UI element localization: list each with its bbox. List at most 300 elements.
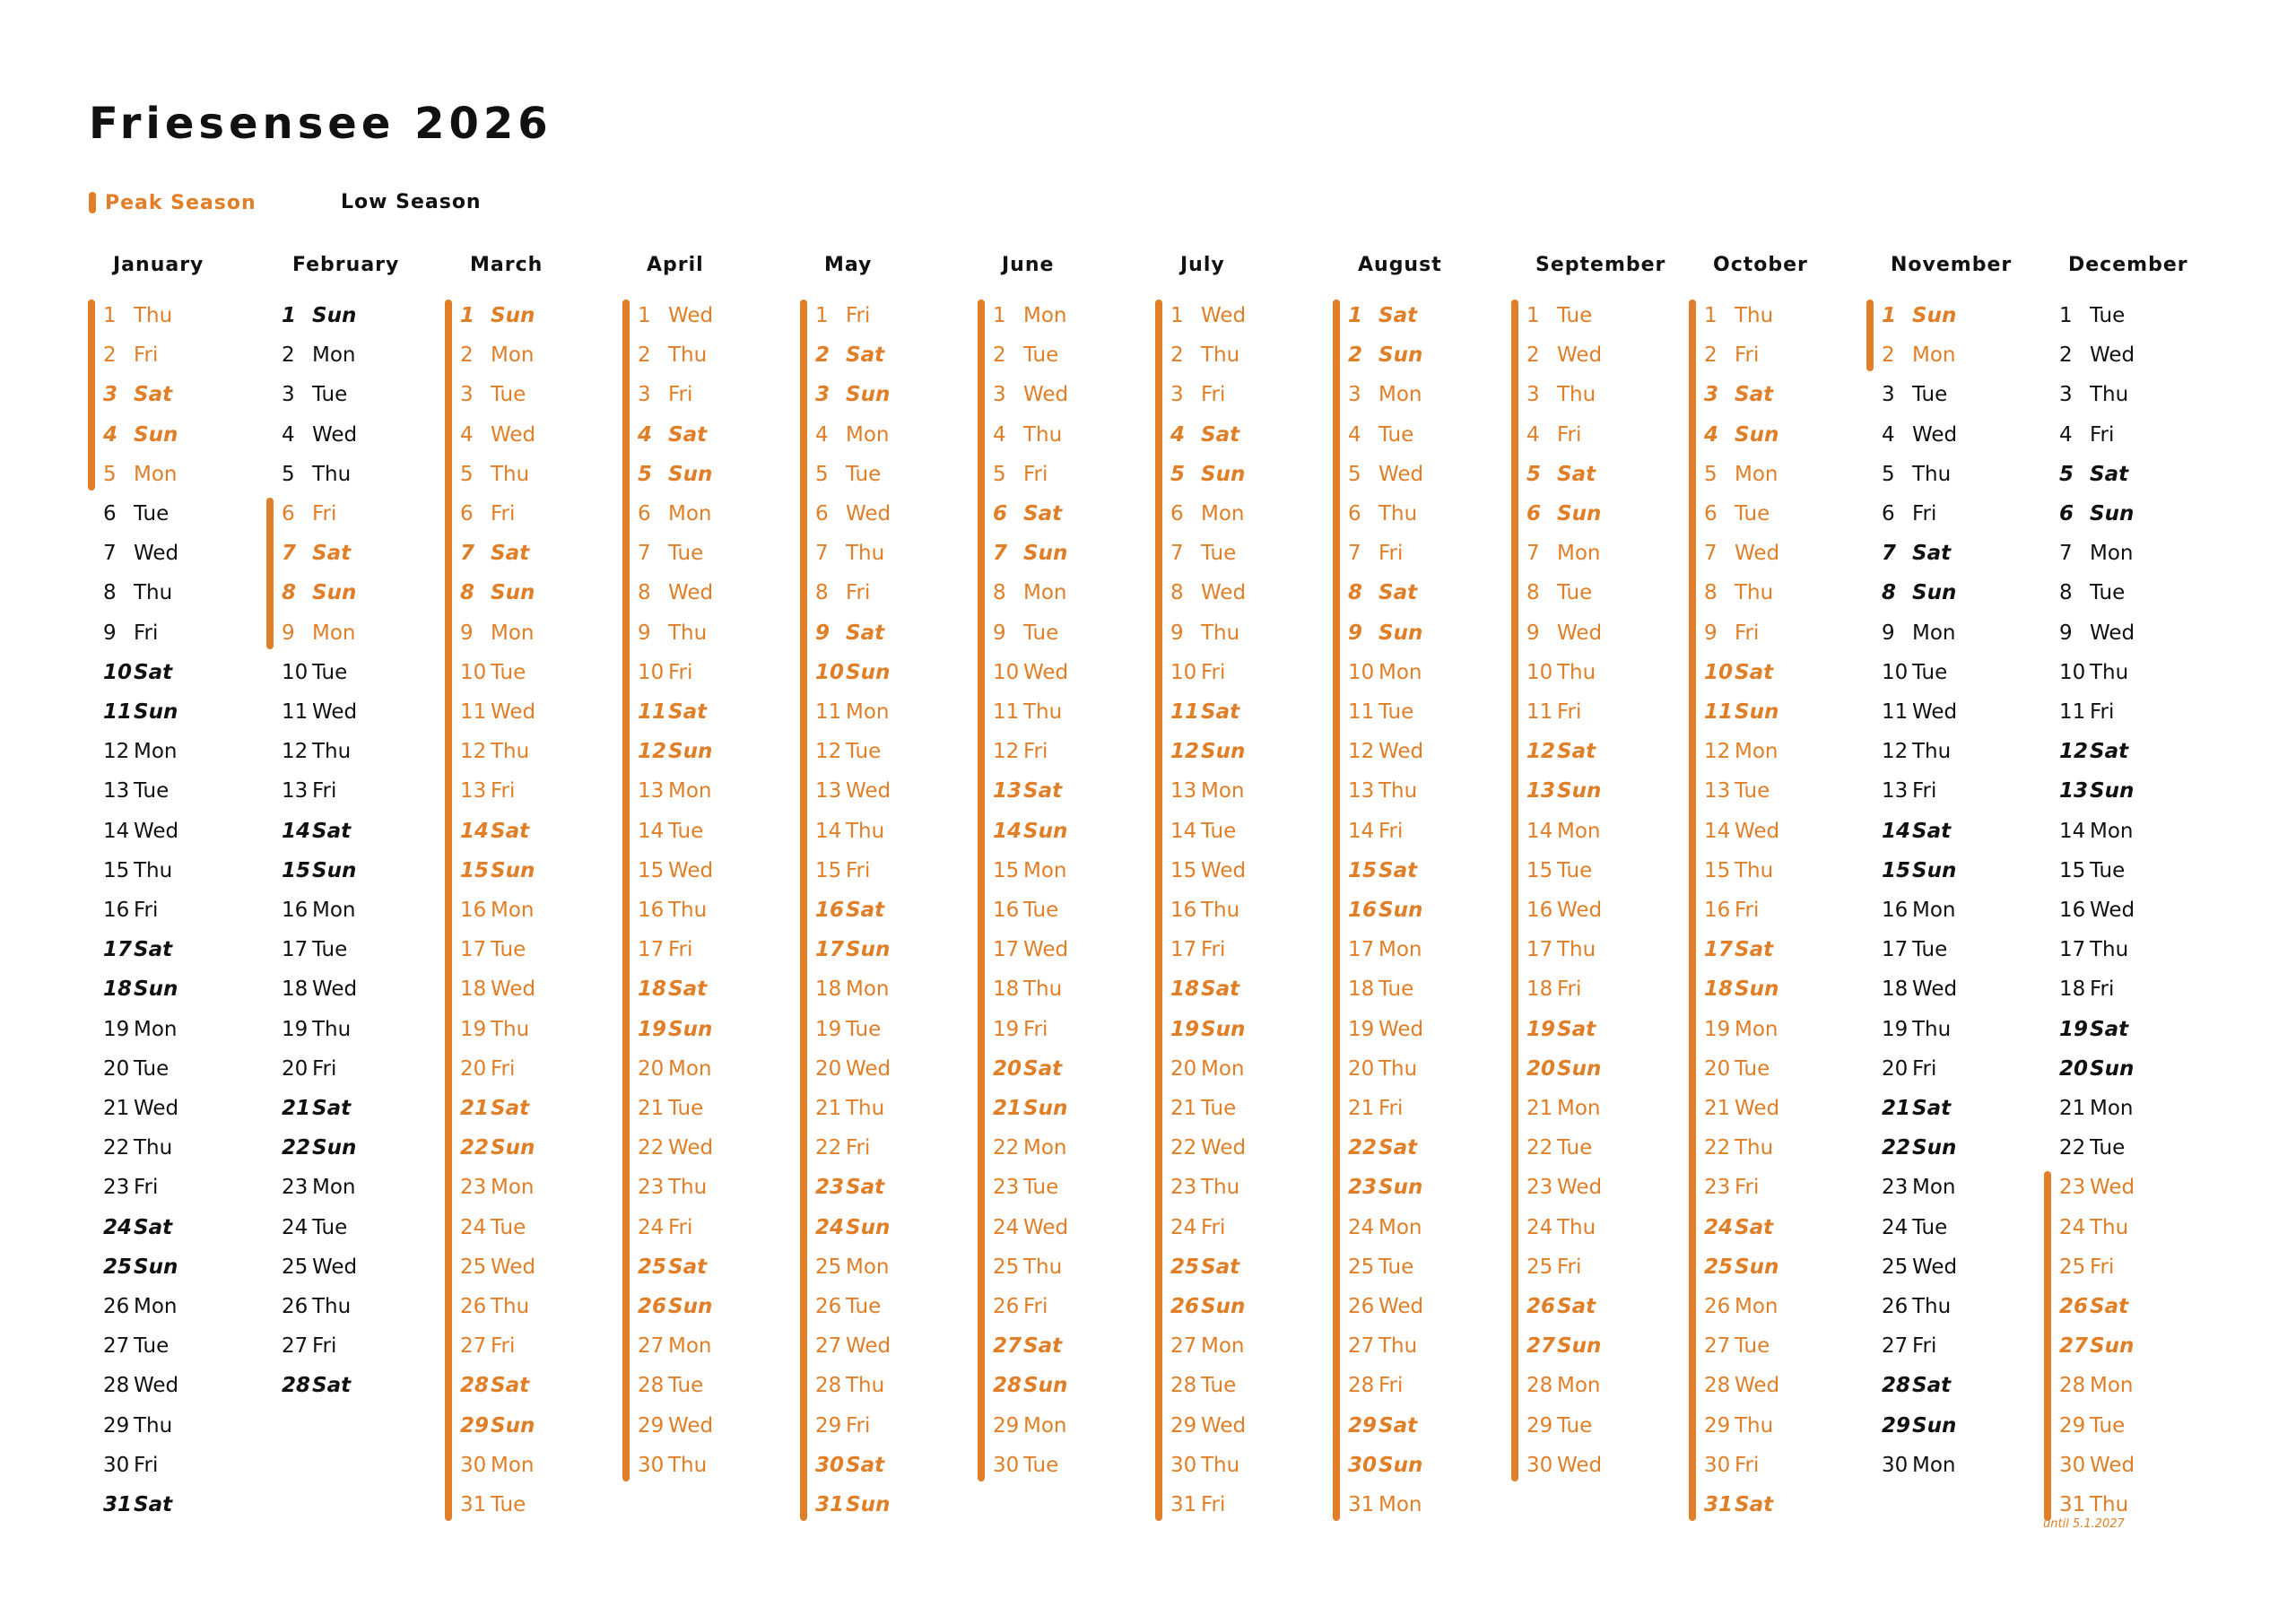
day-entry (638, 339, 707, 371)
day-number: 6 (638, 502, 651, 526)
day-weekday: Sun (2090, 1334, 2135, 1359)
day-weekday: Mon (846, 700, 890, 724)
day-entry (815, 1330, 891, 1362)
day-weekday: Wed (846, 1056, 891, 1081)
day-entry (638, 458, 712, 491)
day-number: 16 (993, 899, 1020, 922)
day-number: 4 (993, 422, 1006, 447)
day-entry (1704, 1053, 1770, 1085)
day-entry (1526, 1092, 1601, 1125)
day-weekday: Mon (668, 1056, 712, 1081)
day-number: 21 (2059, 1097, 2086, 1120)
day-weekday: Sat (491, 1374, 530, 1398)
day-number: 10 (1704, 660, 1734, 684)
day-number: 9 (1348, 621, 1363, 645)
day-entry (1348, 894, 1422, 926)
day-number: 9 (815, 621, 831, 645)
day-number: 30 (2059, 1453, 2086, 1477)
day-entry (638, 775, 712, 807)
day-number: 23 (1704, 1176, 1731, 1200)
day-weekday: Thu (1735, 1413, 1774, 1438)
day-entry (282, 498, 336, 530)
day-entry (815, 617, 884, 649)
day-entry (1882, 498, 1936, 530)
day-number: 26 (1704, 1295, 1731, 1318)
day-weekday: Tue (1557, 858, 1593, 882)
day-number: 13 (1348, 779, 1375, 804)
day-entry (1882, 419, 1957, 451)
day-number: 29 (460, 1413, 490, 1438)
day-number: 5 (993, 462, 1006, 486)
day-weekday: Sat (1378, 858, 1418, 882)
day-number: 17 (1882, 938, 1909, 962)
day-weekday: Tue (2090, 1413, 2126, 1438)
day-entry (815, 339, 884, 371)
day-number: 21 (103, 1097, 130, 1120)
day-entry (993, 815, 1067, 847)
day-weekday: Wed (312, 700, 358, 724)
day-weekday: Thu (1557, 383, 1596, 407)
day-weekday: Tue (1201, 1374, 1237, 1398)
day-weekday: Wed (1557, 621, 1603, 645)
day-entry (993, 498, 1062, 530)
day-weekday: Sun (1201, 1017, 1246, 1041)
day-entry (1526, 1053, 1601, 1085)
day-number: 19 (815, 1017, 842, 1041)
day-entry (1882, 855, 1956, 887)
day-number: 1 (1170, 304, 1184, 327)
day-weekday: Thu (668, 1453, 708, 1477)
day-number: 23 (1170, 1176, 1197, 1200)
day-entry (1348, 973, 1413, 1005)
day-number: 15 (1704, 858, 1731, 882)
day-entry (103, 1330, 169, 1362)
day-entry (993, 1251, 1062, 1283)
day-entry (1348, 419, 1413, 451)
day-entry (1882, 973, 1957, 1005)
day-number: 31 (1170, 1493, 1197, 1516)
day-weekday: Tue (1378, 977, 1414, 1002)
day-number: 5 (1170, 462, 1186, 486)
day-number: 16 (1882, 899, 1909, 922)
day-number: 16 (1348, 899, 1378, 922)
day-number: 2 (1882, 343, 1895, 368)
day-entry (638, 1171, 707, 1203)
day-number: 9 (460, 621, 474, 645)
day-number: 17 (1704, 938, 1734, 962)
day-entry (638, 1013, 712, 1046)
day-entry (282, 934, 347, 966)
day-number: 20 (1882, 1056, 1909, 1081)
day-entry (1882, 458, 1951, 491)
day-weekday: Tue (134, 502, 170, 526)
day-entry (2059, 1369, 2134, 1402)
day-weekday: Wed (1557, 1453, 1603, 1477)
day-entry (815, 1290, 881, 1323)
day-entry (1170, 1251, 1239, 1283)
day-entry (815, 537, 884, 569)
day-number: 20 (638, 1056, 665, 1081)
month-header-july: July (1180, 254, 1225, 276)
day-number: 23 (103, 1176, 130, 1200)
day-number: 11 (815, 700, 842, 724)
day-entry (1348, 855, 1417, 887)
day-number: 30 (1170, 1453, 1197, 1477)
day-entry (1348, 300, 1417, 332)
day-weekday: Mon (134, 1017, 178, 1041)
day-entry (103, 894, 158, 926)
day-weekday: Mon (1201, 1056, 1245, 1081)
day-number: 24 (1704, 1215, 1734, 1239)
day-entry (1170, 696, 1239, 728)
day-weekday: Sat (134, 383, 173, 407)
day-number: 8 (993, 581, 1006, 605)
day-number: 26 (1170, 1295, 1200, 1318)
day-weekday: Tue (312, 383, 348, 407)
day-weekday: Fri (312, 1334, 337, 1359)
day-weekday: Sun (491, 581, 535, 605)
day-weekday: Mon (846, 1255, 890, 1279)
day-number: 21 (638, 1097, 665, 1120)
day-entry (638, 1369, 703, 1402)
day-entry (460, 973, 535, 1005)
day-entry (1170, 1092, 1236, 1125)
day-number: 12 (1704, 740, 1731, 764)
day-number: 21 (1882, 1097, 1911, 1120)
day-weekday: Wed (1023, 1215, 1069, 1239)
day-weekday: Sun (491, 1413, 535, 1438)
month-header-august: August (1358, 254, 1442, 276)
day-weekday: Sat (1735, 938, 1774, 962)
day-weekday: Tue (1023, 343, 1059, 368)
day-weekday: Sat (1912, 542, 1952, 566)
day-weekday: Fri (1912, 1334, 1937, 1359)
day-number: 13 (1170, 779, 1197, 804)
day-entry (1526, 696, 1581, 728)
day-entry (638, 1410, 713, 1442)
day-weekday: Mon (1557, 1097, 1601, 1120)
day-number: 17 (2059, 938, 2086, 962)
month-header-november: November (1891, 254, 2013, 276)
day-entry (1882, 378, 1947, 411)
day-weekday: Sat (134, 660, 173, 684)
day-weekday: Thu (312, 1017, 352, 1041)
day-weekday: Sun (1023, 542, 1068, 566)
day-number: 17 (993, 938, 1020, 962)
day-number: 22 (2059, 1136, 2086, 1160)
day-number: 9 (2059, 621, 2073, 645)
day-entry (282, 656, 347, 689)
day-entry (103, 855, 172, 887)
day-entry (1526, 458, 1596, 491)
day-weekday: Sun (1912, 304, 1957, 327)
day-entry (2059, 1053, 2134, 1085)
day-entry (460, 617, 535, 649)
month-header-december: December (2068, 254, 2188, 276)
day-entry (460, 1449, 535, 1481)
day-number: 4 (1882, 422, 1895, 447)
day-entry (1526, 300, 1592, 332)
day-number: 22 (1704, 1136, 1731, 1160)
day-number: 7 (638, 542, 651, 566)
day-weekday: Thu (1201, 1453, 1240, 1477)
day-weekday: Wed (846, 502, 891, 526)
day-weekday: Tue (2090, 581, 2126, 605)
day-weekday: Mon (1912, 621, 1956, 645)
day-entry (1170, 1132, 1246, 1164)
day-entry (815, 1369, 884, 1402)
day-number: 26 (815, 1295, 842, 1318)
day-number: 11 (460, 700, 487, 724)
day-entry (638, 735, 712, 768)
day-entry (1526, 1290, 1596, 1323)
day-number: 3 (1170, 383, 1184, 407)
day-number: 12 (282, 740, 309, 764)
day-entry (815, 498, 891, 530)
day-number: 6 (1704, 502, 1718, 526)
day-entry (1526, 894, 1602, 926)
day-entry (1348, 577, 1417, 609)
day-entry (993, 1369, 1067, 1402)
day-entry (1170, 1290, 1245, 1323)
day-weekday: Fri (134, 343, 159, 368)
day-number: 6 (993, 502, 1008, 526)
day-entry (993, 1013, 1048, 1046)
day-entry (460, 378, 526, 411)
day-weekday: Mon (1023, 1136, 1067, 1160)
day-number: 2 (638, 343, 651, 368)
day-weekday: Fri (134, 899, 159, 922)
day-entry (2059, 537, 2134, 569)
day-entry (460, 1290, 529, 1323)
day-number: 6 (103, 502, 117, 526)
day-number: 23 (460, 1176, 487, 1200)
day-weekday: Tue (491, 938, 526, 962)
day-entry (638, 1132, 713, 1164)
day-entry (2059, 1092, 2134, 1125)
day-number: 7 (282, 542, 297, 566)
day-number: 6 (1348, 502, 1361, 526)
day-number: 17 (460, 938, 487, 962)
day-weekday: Mon (1912, 343, 1956, 368)
day-weekday: Thu (1378, 1056, 1418, 1081)
day-number: 9 (1526, 621, 1540, 645)
day-entry (993, 1171, 1058, 1203)
day-weekday: Mon (1557, 542, 1601, 566)
month-header-september: September (1535, 254, 1666, 276)
day-weekday: Sat (846, 343, 885, 368)
day-entry (1704, 1251, 1779, 1283)
day-number: 10 (1170, 660, 1197, 684)
day-weekday: Thu (312, 740, 352, 764)
peak-season-bar (445, 300, 452, 1521)
day-number: 26 (638, 1295, 667, 1318)
peak-season-marker (89, 192, 96, 213)
day-weekday: Wed (2090, 1176, 2135, 1200)
day-number: 27 (815, 1334, 842, 1359)
day-number: 23 (282, 1176, 309, 1200)
day-entry (1704, 934, 1773, 966)
day-weekday: Mon (491, 343, 535, 368)
day-weekday: Wed (1378, 740, 1424, 764)
day-entry (1170, 894, 1239, 926)
day-weekday: Sun (846, 938, 891, 962)
day-entry (1526, 735, 1596, 768)
day-weekday: Sun (668, 1295, 713, 1318)
day-weekday: Fri (1735, 899, 1760, 922)
day-entry (1348, 815, 1403, 847)
day-number: 13 (282, 779, 309, 804)
day-number: 16 (460, 899, 487, 922)
day-entry (1704, 498, 1770, 530)
day-weekday: Thu (668, 343, 708, 368)
day-weekday: Mon (1201, 1334, 1245, 1359)
day-weekday: Fri (1023, 1295, 1048, 1318)
day-entry (282, 973, 357, 1005)
day-weekday: Sat (1378, 581, 1418, 605)
day-number: 14 (1526, 819, 1553, 843)
day-number: 15 (1348, 858, 1378, 882)
day-number: 25 (2059, 1255, 2086, 1279)
day-number: 24 (1348, 1215, 1375, 1239)
day-weekday: Fri (1735, 1453, 1760, 1477)
day-number: 20 (815, 1056, 842, 1081)
day-weekday: Mon (1201, 779, 1245, 804)
day-number: 10 (2059, 660, 2086, 684)
day-number: 26 (103, 1295, 130, 1318)
day-entry (815, 656, 890, 689)
day-weekday: Sun (1557, 1334, 1602, 1359)
day-number: 24 (2059, 1215, 2086, 1239)
day-entry (1348, 1290, 1423, 1323)
day-entry (2059, 1330, 2134, 1362)
day-entry (638, 1212, 692, 1244)
day-entry (460, 1132, 535, 1164)
day-entry (1704, 894, 1759, 926)
day-weekday: Sun (2090, 1056, 2135, 1081)
day-weekday: Tue (312, 660, 348, 684)
day-entry (1526, 1171, 1602, 1203)
day-entry (1348, 458, 1423, 491)
day-weekday: Sun (1735, 977, 1779, 1002)
day-entry (460, 855, 535, 887)
day-number: 8 (638, 581, 651, 605)
day-entry (1882, 617, 1956, 649)
day-number: 3 (1882, 383, 1895, 407)
day-entry (282, 378, 347, 411)
day-weekday: Sat (1735, 383, 1774, 407)
day-number: 9 (993, 621, 1006, 645)
day-weekday: Thu (2090, 1215, 2129, 1239)
day-entry (993, 1330, 1062, 1362)
day-number: 21 (1348, 1097, 1375, 1120)
day-weekday: Mon (1557, 819, 1601, 843)
day-entry (993, 1410, 1067, 1442)
day-entry (460, 1171, 535, 1203)
day-weekday: Mon (1735, 462, 1779, 486)
day-weekday: Sat (1378, 1413, 1418, 1438)
day-entry (103, 378, 172, 411)
day-number: 12 (1882, 740, 1909, 764)
day-number: 13 (103, 779, 130, 804)
day-number: 2 (1170, 343, 1184, 368)
day-entry (1526, 775, 1601, 807)
day-weekday: Mon (312, 621, 356, 645)
day-number: 8 (1882, 581, 1897, 605)
day-weekday: Sun (1912, 581, 1957, 605)
day-weekday: Sun (2090, 779, 2135, 804)
day-entry (103, 537, 178, 569)
day-weekday: Sat (1378, 304, 1418, 327)
day-weekday: Sun (1735, 700, 1779, 724)
day-number: 20 (993, 1056, 1022, 1081)
day-number: 17 (1526, 938, 1553, 962)
day-number: 7 (460, 542, 475, 566)
day-number: 16 (2059, 899, 2086, 922)
day-weekday: Sat (491, 1097, 530, 1120)
day-weekday: Sat (846, 1453, 885, 1477)
day-weekday: Wed (1912, 700, 1958, 724)
day-weekday: Mon (134, 1295, 178, 1318)
day-number: 18 (1170, 977, 1200, 1002)
day-entry (103, 735, 178, 768)
day-number: 27 (1526, 1334, 1556, 1359)
day-weekday: Thu (134, 1413, 173, 1438)
day-weekday: Tue (1735, 1056, 1770, 1081)
day-entry (2059, 1251, 2114, 1283)
day-weekday: Tue (1378, 700, 1414, 724)
day-weekday: Thu (1735, 581, 1774, 605)
day-number: 13 (993, 779, 1022, 804)
day-number: 14 (993, 819, 1022, 843)
day-entry (815, 1092, 884, 1125)
day-entry (2059, 855, 2125, 887)
day-entry (103, 815, 178, 847)
day-weekday: Thu (134, 1136, 173, 1160)
day-entry (1170, 815, 1236, 847)
day-weekday: Fri (1735, 1176, 1760, 1200)
day-weekday: Mon (2090, 542, 2134, 566)
day-number: 21 (460, 1097, 490, 1120)
day-weekday: Sun (668, 462, 713, 486)
day-number: 31 (1704, 1493, 1734, 1516)
day-entry (1348, 617, 1422, 649)
day-entry (282, 458, 351, 491)
day-number: 24 (103, 1215, 133, 1239)
day-number: 1 (1526, 304, 1540, 327)
day-entry (1526, 1251, 1581, 1283)
day-entry (282, 735, 351, 768)
day-weekday: Wed (134, 819, 179, 843)
day-number: 23 (993, 1176, 1020, 1200)
day-weekday: Wed (1557, 343, 1603, 368)
day-number: 3 (1348, 383, 1361, 407)
day-entry (638, 973, 707, 1005)
day-entry (1170, 1053, 1245, 1085)
day-weekday: Thu (2090, 660, 2129, 684)
day-entry (460, 1489, 526, 1521)
day-weekday: Mon (846, 422, 890, 447)
day-number: 16 (103, 899, 130, 922)
day-weekday: Sun (846, 1493, 891, 1516)
day-entry (1704, 419, 1779, 451)
day-number: 30 (103, 1453, 130, 1477)
day-weekday: Tue (1023, 621, 1059, 645)
day-weekday: Thu (2090, 938, 2129, 962)
day-entry (2059, 1171, 2135, 1203)
day-weekday: Wed (312, 422, 358, 447)
day-weekday: Sat (1201, 700, 1240, 724)
